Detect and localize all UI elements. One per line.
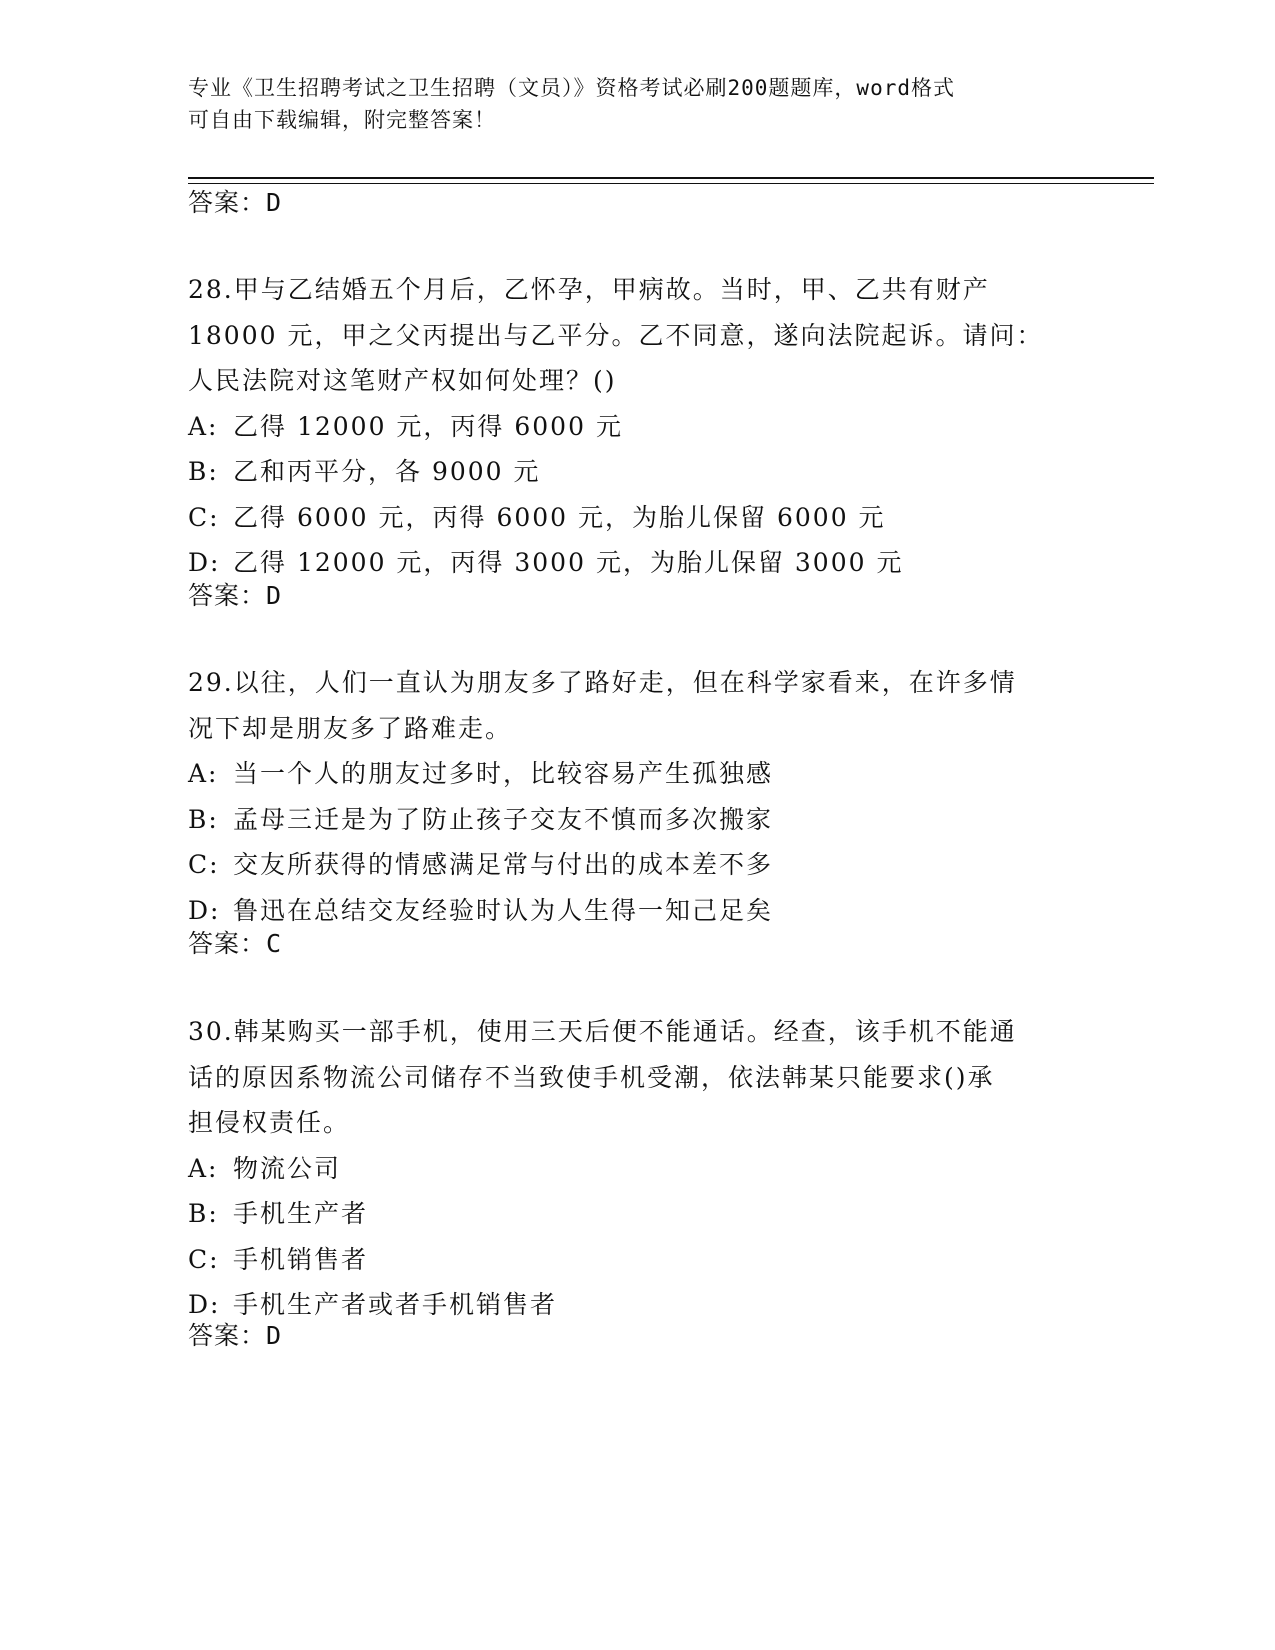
document-header — [188, 72, 1088, 136]
option-text: 交友所获得的情感满足常与付出的成本差不多 — [233, 850, 774, 879]
answer-line — [188, 1321, 282, 1351]
question-28 — [188, 267, 1088, 586]
question-stem-line: 人民法院对这笔财产权如何处理？() — [188, 366, 617, 395]
option-text: 孟母三迁是为了防止孩子交友不慎而多次搬家 — [233, 804, 774, 834]
question-stem-line: 况下却是朋友多了路难走。 — [188, 713, 513, 743]
answer-label: 答案： — [188, 929, 267, 958]
option-letter: C: — [188, 1244, 220, 1274]
option-d — [188, 888, 1088, 934]
option-letter: D: — [188, 895, 221, 925]
question-stem-line: 话的原因系物流公司储存不当致使手机受潮，依法韩某只能要求()承 — [188, 1062, 995, 1092]
option-letter: B: — [188, 1199, 219, 1228]
option-c — [188, 1237, 1088, 1283]
option-letter: D: — [188, 548, 221, 577]
question-stem-line: 担侵权责任。 — [188, 1108, 351, 1137]
answer-label: 答案： — [188, 188, 267, 217]
answer-value: D — [266, 188, 283, 217]
option-a — [188, 751, 1088, 797]
header-rule-thick — [188, 177, 1154, 179]
option-text: 当一个人的朋友过多时，比较容易产生孤独感 — [233, 759, 774, 788]
answer-line — [188, 929, 282, 959]
option-text: 物流公司 — [233, 1153, 342, 1183]
answer-value: D — [266, 1321, 283, 1350]
option-letter: B: — [188, 457, 219, 486]
option-c — [188, 842, 1088, 888]
question-stem-line: 28.甲与乙结婚五个月后，乙怀孕，甲病故。当时，甲、乙共有财产 — [188, 275, 990, 304]
question-29 — [188, 660, 1088, 933]
option-text: 手机销售者 — [233, 1244, 369, 1274]
option-b — [188, 449, 1088, 495]
question-stem-line: 30.韩某购买一部手机，使用三天后便不能通话。经查，该手机不能通 — [188, 1017, 1017, 1046]
option-d — [188, 540, 1088, 586]
option-text: 乙得 12000 元，丙得 3000 元，为胎儿保留 3000 元 — [233, 548, 904, 577]
option-b — [188, 797, 1088, 843]
question-stem-line: 18000 元，甲之父丙提出与乙平分。乙不同意，遂向法院起诉。请问： — [188, 320, 1044, 350]
header-rule-thin — [188, 183, 1154, 184]
option-text: 乙得 6000 元，丙得 6000 元，为胎儿保留 6000 元 — [233, 502, 886, 532]
option-letter: A: — [188, 759, 219, 788]
option-a — [188, 404, 1088, 450]
option-text: 乙得 12000 元，丙得 6000 元 — [233, 411, 623, 441]
answer-value: C — [266, 929, 283, 958]
answer-value: D — [266, 581, 283, 610]
option-d — [188, 1282, 1088, 1328]
option-letter: A: — [188, 411, 219, 441]
option-letter: A: — [188, 1153, 219, 1183]
answer-label: 答案： — [188, 581, 267, 610]
option-letter: D: — [188, 1290, 221, 1319]
option-text: 鲁迅在总结交友经验时认为人生得一知己足矣 — [233, 895, 774, 925]
answer-line — [188, 581, 282, 611]
option-text: 手机生产者或者手机销售者 — [233, 1290, 558, 1319]
option-text: 乙和丙平分，各 9000 元 — [233, 457, 541, 486]
option-c — [188, 495, 1088, 541]
option-letter: C: — [188, 502, 220, 532]
header-line-1: 专业《卫生招聘考试之卫生招聘（文员）》资格考试必刷200题题库，word格式 — [188, 76, 955, 100]
option-b — [188, 1191, 1088, 1237]
option-text: 手机生产者 — [233, 1199, 369, 1228]
option-letter: C: — [188, 850, 220, 879]
answer-label: 答案： — [188, 1321, 267, 1350]
option-a — [188, 1146, 1088, 1192]
answer-line — [188, 188, 282, 218]
option-letter: B: — [188, 804, 219, 834]
question-stem-line: 29.以往，人们一直认为朋友多了路好走，但在科学家看来，在许多情 — [188, 668, 1017, 697]
header-line-2: 可自由下载编辑，附完整答案！ — [188, 108, 496, 132]
question-30 — [188, 1009, 1088, 1328]
